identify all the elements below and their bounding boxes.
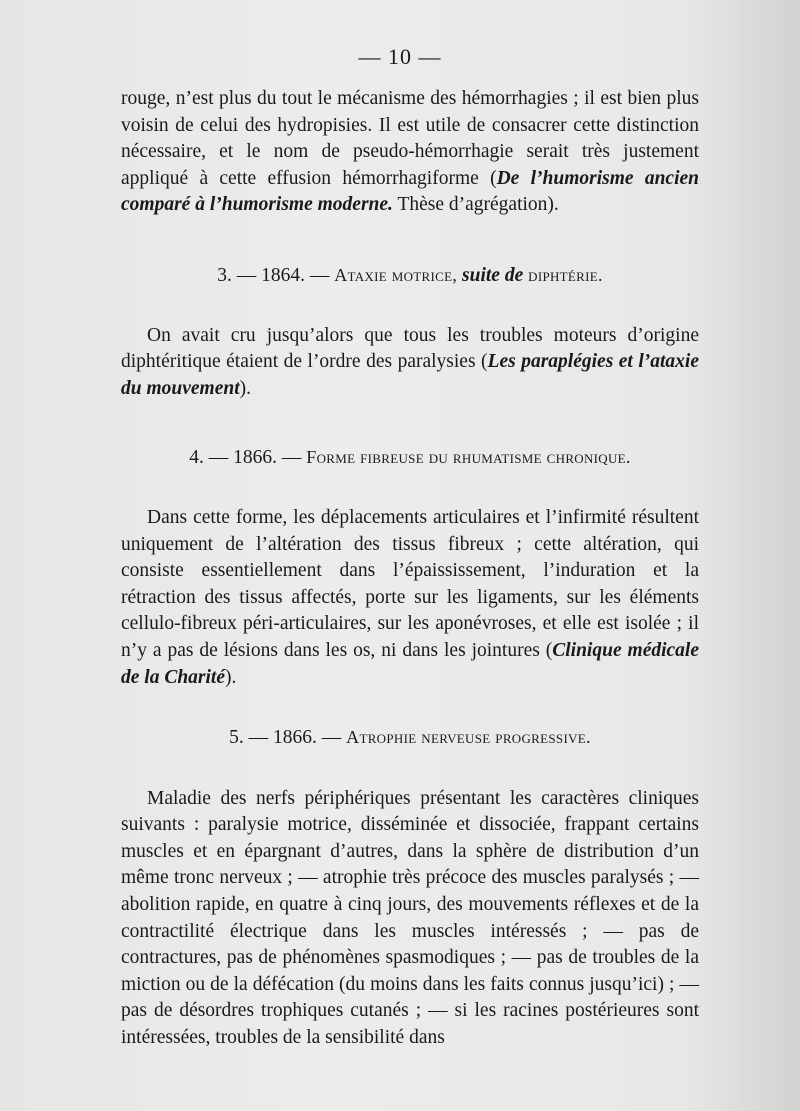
paragraph-1-citation: De l’humorisme ancien comparé à l’humorisme moderne. [121, 167, 699, 216]
section-4-number: 4. — 1866. — [189, 447, 302, 469]
paragraph-1-text-a: rouge, n’est plus du tout le mécanisme des hémorrhagies ; il est bien plus voisin de celui des hydropisies. Il est utile de consacrer cette distinction nécessaire, et le nom de pseudo-hémorrhagie serait très justement appliqué à cette effusion hémorrhagiforme ( [121, 88, 699, 189]
paragraph-1 [121, 86, 699, 219]
section-3-number: 3. — 1864. — [217, 264, 330, 286]
section-3-title-part-1: Ataxie motrice, [334, 264, 458, 285]
paragraph-1-text-b: Thèse d’agrégation). [392, 194, 559, 216]
paragraph-3-citation: Clinique médicale de la Charité [121, 639, 699, 688]
paragraph-2 [121, 323, 699, 403]
section-5-number: 5. — 1866. — [229, 727, 342, 749]
section-5-title: Atrophie nerveuse progressive. [346, 727, 591, 748]
paragraph-3 [121, 505, 699, 691]
section-3-title-part-2: diphtérie. [528, 264, 603, 285]
paragraph-2-citation: Les paraplégies et l’ataxie du mouvement [121, 351, 700, 399]
paragraph-3-text-a: Dans cette forme, les déplacements articulaires et l’infirmité résultent uniquement de l’altération des tissus fibreux ; cette altération, qui consiste essentiellement dans l’épaississement, l’induration et la rétraction des tissus affectés, porte sur les ligaments, sur les éléments cellulo-fibreux péri-articulaires, sur les aponévroses, et elle est isolée ; il n’y a pas de lésions dans les os, ni dans les jointures ( [121, 506, 699, 661]
paragraph-2-text-a: On avait cru jusqu’alors que tous les troubles moteurs d’origine diphtéritique étaient de l’ordre des paralysies ( [121, 324, 699, 373]
section-5-heading [121, 724, 699, 752]
section-4-title: Forme fibreuse du rhumatisme chronique. [306, 447, 631, 468]
section-3-title-italic: suite de [462, 264, 524, 286]
page-number: — 10 — [358, 44, 442, 69]
page-body [121, 86, 699, 1052]
paragraph-4: Maladie des nerfs périphériques présentant les caractères cliniques suivants : paralysie motrice, disséminée et dissociée, frappant certains muscles et en épargnant d’autres, dans la sphère de distribution d’un même tronc nerveux ; — atrophie très précoce des muscles paralysés ; — abolition rapide, en quatre à cinq jours, des mouvements réflexes et de la contractilité électrique dans les muscles intéressés ; — pas de contractures, pas de phénomènes spasmodiques ; — pas de troubles de la miction ou de la défécation (du moins dans les faits connus jusqu’ici) ; — pas de désordres trophiques cutanés ; — si les racines postérieures sont intéressées, troubles de la sensibilité dans [121, 787, 699, 1049]
section-3-heading [121, 262, 699, 290]
paragraph-2-text-b: ). [239, 377, 252, 399]
paragraph-3-text-b: ). [225, 666, 237, 688]
section-4-heading [121, 444, 699, 472]
